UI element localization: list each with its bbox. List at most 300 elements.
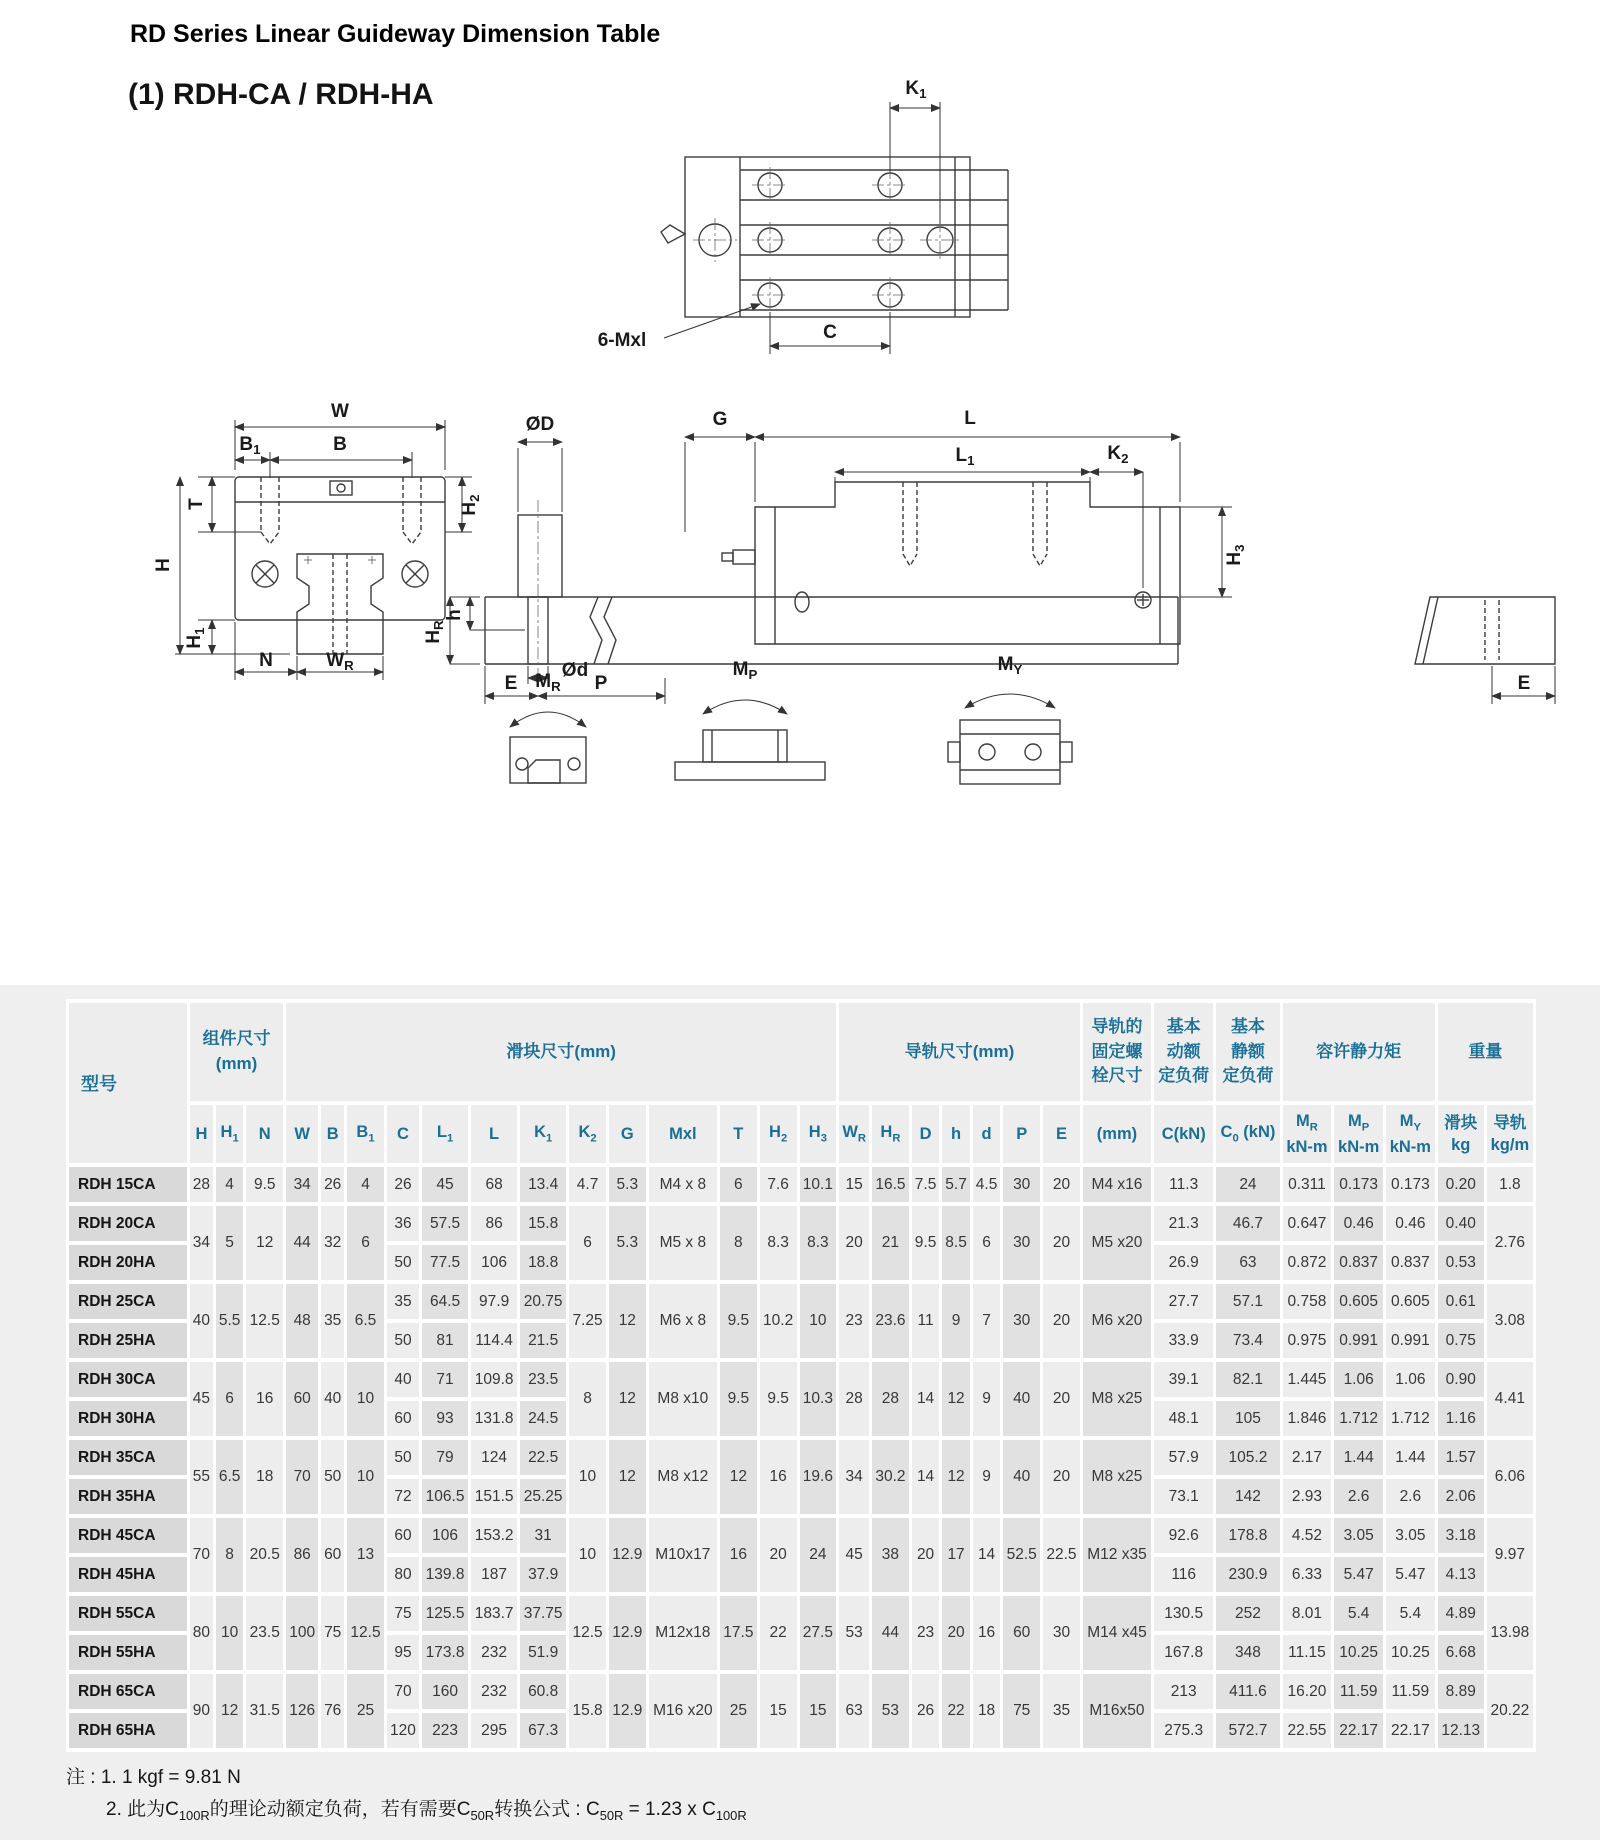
table-cell: 9 <box>973 1440 1001 1514</box>
table-cell: 5 <box>216 1206 244 1280</box>
table-cell: 0.991 <box>1386 1323 1435 1358</box>
label-6-mxl: 6-Mxl <box>597 330 647 351</box>
dim-label-e2: E <box>1517 673 1531 694</box>
table-cell: 6 <box>569 1206 606 1280</box>
table-cell: 10.25 <box>1334 1635 1383 1670</box>
table-cell: 4.89 <box>1438 1596 1484 1631</box>
table-cell: 5.47 <box>1386 1557 1435 1592</box>
table-cell: 20 <box>1043 1362 1080 1436</box>
col-header-2: N <box>246 1105 283 1163</box>
table-cell: M5 x 8 <box>649 1206 717 1280</box>
table-cell: 53 <box>839 1596 869 1670</box>
table-cell: 10.1 <box>800 1167 837 1202</box>
table-cell: 10.3 <box>800 1362 837 1436</box>
table-cell: 70 <box>190 1518 213 1592</box>
col-header-20: d <box>973 1105 1001 1163</box>
table-cell: 51.9 <box>520 1635 566 1670</box>
table-cell: 9.5 <box>912 1206 940 1280</box>
table-cell: 1.445 <box>1283 1362 1332 1397</box>
dimension-table <box>66 999 1536 1752</box>
table-cell: 63 <box>839 1674 869 1748</box>
table-cell: 26 <box>912 1674 940 1748</box>
table-cell: 15 <box>760 1674 797 1748</box>
table-cell: 125.5 <box>422 1596 468 1631</box>
col-header-18: D <box>912 1105 940 1163</box>
table-cell: 0.53 <box>1438 1245 1484 1280</box>
dim-label-h3: $H_3$ <box>1224 544 1247 566</box>
table-cell: 23.5 <box>520 1362 566 1397</box>
table-cell: 6.33 <box>1283 1557 1332 1592</box>
table-cell: 16.5 <box>872 1167 909 1202</box>
table-cell: 17.5 <box>720 1596 757 1670</box>
table-cell: 57.1 <box>1216 1284 1279 1319</box>
table-cell: 50 <box>387 1323 419 1358</box>
table-cell: 4 <box>347 1167 384 1202</box>
table-cell: 55 <box>190 1440 213 1514</box>
table-cell: M4 x16 <box>1083 1167 1151 1202</box>
table-cell: 53 <box>872 1674 909 1748</box>
table-cell: 11.15 <box>1283 1635 1332 1670</box>
table-cell: 0.991 <box>1334 1323 1383 1358</box>
col-header-30: 导轨 kg/m <box>1487 1105 1533 1163</box>
dim-label-t: T <box>186 498 207 510</box>
table-cell: 23 <box>912 1596 940 1670</box>
table-cell: 572.7 <box>1216 1713 1279 1748</box>
table-cell: 60.8 <box>520 1674 566 1709</box>
table-cell: 14 <box>973 1518 1001 1592</box>
table-cell: 139.8 <box>422 1557 468 1592</box>
col-header-22: E <box>1043 1105 1080 1163</box>
table-cell: 411.6 <box>1216 1674 1279 1709</box>
table-cell: 12.9 <box>609 1596 646 1670</box>
col-group-header-4: 基本 动额 定负荷 <box>1154 1003 1213 1101</box>
table-cell: 22 <box>760 1596 797 1670</box>
table-cell: M12 x35 <box>1083 1518 1151 1592</box>
table-cell: 20 <box>1043 1167 1080 1202</box>
table-cell: 12.9 <box>609 1674 646 1748</box>
table-cell: 26 <box>321 1167 344 1202</box>
table-cell: 31 <box>520 1518 566 1553</box>
table-cell: 0.46 <box>1334 1206 1383 1241</box>
table-cell: 45 <box>422 1167 468 1202</box>
table-cell: 3.18 <box>1438 1518 1484 1553</box>
table-cell: 10 <box>569 1518 606 1592</box>
table-cell: 21.5 <box>520 1323 566 1358</box>
table-cell: 12.9 <box>609 1518 646 1592</box>
table-cell: 126 <box>286 1674 318 1748</box>
table-cell: 20.22 <box>1487 1674 1533 1748</box>
table-cell: 10 <box>347 1440 384 1514</box>
moment-label-mp: $M_P$ <box>732 659 758 682</box>
table-cell: 44 <box>872 1596 909 1670</box>
table-cell: 14 <box>912 1440 940 1514</box>
col-group-header-6: 容许静力矩 <box>1283 1003 1435 1101</box>
model-cell: RDH 15CA <box>69 1167 187 1202</box>
table-cell: 70 <box>286 1440 318 1514</box>
table-cell: 40 <box>321 1362 344 1436</box>
table-cell: 28 <box>839 1362 869 1436</box>
table-cell: 57.5 <box>422 1206 468 1241</box>
table-cell: 71 <box>422 1362 468 1397</box>
table-cell: 10 <box>347 1362 384 1436</box>
col-header-4: B <box>321 1105 344 1163</box>
table-cell: 16 <box>720 1518 757 1592</box>
table-cell: 12.5 <box>569 1596 606 1670</box>
table-cell: 40 <box>190 1284 213 1358</box>
table-cell: 16 <box>973 1596 1001 1670</box>
section-subtitle: (1) RDH-CA / RDH-HA <box>128 78 434 111</box>
table-cell: 8.89 <box>1438 1674 1484 1709</box>
table-cell: 15 <box>800 1674 837 1748</box>
table-cell: 5.47 <box>1334 1557 1383 1592</box>
table-cell: 20 <box>839 1206 869 1280</box>
table-cell: 50 <box>387 1245 419 1280</box>
bolt-holes <box>699 173 953 307</box>
table-cell: 60 <box>321 1518 344 1592</box>
table-cell: 1.712 <box>1386 1401 1435 1436</box>
dim-label-od: ØD <box>525 414 555 435</box>
table-cell: 10.2 <box>760 1284 797 1358</box>
table-cell: 48 <box>286 1284 318 1358</box>
table-cell: 10 <box>216 1596 244 1670</box>
table-cell: 30 <box>1003 1284 1040 1358</box>
dim-label-p: P <box>594 673 608 694</box>
table-cell: 4.13 <box>1438 1557 1484 1592</box>
table-cell: 18 <box>246 1440 283 1514</box>
table-cell: 28 <box>190 1167 213 1202</box>
table-cell: 11 <box>912 1284 940 1358</box>
table-cell: 8.01 <box>1283 1596 1332 1631</box>
col-header-17: $H_R$ <box>872 1105 909 1163</box>
table-cell: 160 <box>422 1674 468 1709</box>
table-cell: 12 <box>246 1206 283 1280</box>
table-cell: 0.311 <box>1283 1167 1332 1202</box>
table-cell: 4 <box>216 1167 244 1202</box>
dim-label-e: E <box>504 673 518 694</box>
table-cell: 80 <box>387 1557 419 1592</box>
table-section <box>0 985 1600 1840</box>
table-cell: 12 <box>609 1440 646 1514</box>
table-cell: 73.4 <box>1216 1323 1279 1358</box>
table-cell: 232 <box>471 1635 517 1670</box>
table-cell: 0.90 <box>1438 1362 1484 1397</box>
table-cell: 1.16 <box>1438 1401 1484 1436</box>
table-cell: 20 <box>1043 1206 1080 1280</box>
table-cell: 68 <box>471 1167 517 1202</box>
table-cell: 22.17 <box>1386 1713 1435 1748</box>
table-cell: 13.98 <box>1487 1596 1533 1670</box>
table-cell: 12 <box>216 1674 244 1748</box>
col-header-11: G <box>609 1105 646 1163</box>
footnote-1: 注 : 1. 1 kgf = 9.81 N <box>66 1767 241 1788</box>
table-cell: 105 <box>1216 1401 1279 1436</box>
model-cell: RDH 20HA <box>69 1245 187 1280</box>
table-cell: 275.3 <box>1154 1713 1213 1748</box>
table-cell: M14 x45 <box>1083 1596 1151 1670</box>
top-view-drawing <box>560 72 1060 388</box>
dim-label-w: W <box>331 401 349 422</box>
table-cell: 25 <box>720 1674 757 1748</box>
table-cell: 105.2 <box>1216 1440 1279 1475</box>
table-cell: 2.6 <box>1334 1479 1383 1514</box>
col-header-3: W <box>286 1105 318 1163</box>
footnotes <box>66 1762 1600 1827</box>
table-cell: 0.872 <box>1283 1245 1332 1280</box>
dim-label-h2: $H_2$ <box>459 494 482 516</box>
table-cell: 86 <box>286 1518 318 1592</box>
table-cell: 187 <box>471 1557 517 1592</box>
table-cell: 183.7 <box>471 1596 517 1631</box>
model-cell: RDH 25CA <box>69 1284 187 1319</box>
dim-label-l: L <box>964 408 976 429</box>
table-cell: 6 <box>347 1206 384 1280</box>
table-cell: 4.41 <box>1487 1362 1533 1436</box>
table-cell: 6.68 <box>1438 1635 1484 1670</box>
table-cell: 12 <box>609 1362 646 1436</box>
table-row <box>69 1518 1533 1553</box>
table-cell: 8.5 <box>942 1206 970 1280</box>
table-cell: 13 <box>347 1518 384 1592</box>
table-cell: 20 <box>942 1596 970 1670</box>
table-cell: 26 <box>387 1167 419 1202</box>
footnote-2: 2. 此为$C_{100R}$的理论动额定负荷，若有需要$C_{50R}$转换公式 : $C_{50R} = 1.23$ x $C_{100R}$ <box>106 1799 747 1824</box>
table-cell: 81 <box>422 1323 468 1358</box>
table-cell: 1.06 <box>1334 1362 1383 1397</box>
dimension-table-head <box>69 1003 1533 1163</box>
col-header-7: $L_1$ <box>422 1105 468 1163</box>
table-cell: 8 <box>569 1362 606 1436</box>
table-cell: 100 <box>286 1596 318 1670</box>
table-cell: 22 <box>942 1674 970 1748</box>
table-cell: 44 <box>286 1206 318 1280</box>
dim-label-b: B <box>333 434 347 455</box>
table-cell: 16.20 <box>1283 1674 1332 1709</box>
table-cell: 5.7 <box>942 1167 970 1202</box>
dim-label-k2: $K_2$ <box>1107 443 1129 466</box>
table-cell: 11.3 <box>1154 1167 1213 1202</box>
dim-label-b1: $B_1$ <box>239 434 261 457</box>
col-header-24: C(kN) <box>1154 1105 1213 1163</box>
table-cell: 34 <box>839 1440 869 1514</box>
table-cell: 252 <box>1216 1596 1279 1631</box>
table-cell: 131.8 <box>471 1401 517 1436</box>
page-title: RD Series Linear Guideway Dimension Table <box>130 20 661 48</box>
table-row <box>69 1596 1533 1631</box>
table-cell: 8 <box>720 1206 757 1280</box>
table-cell: 1.846 <box>1283 1401 1332 1436</box>
col-header-19: h <box>942 1105 970 1163</box>
table-cell: 167.8 <box>1154 1635 1213 1670</box>
table-cell: 1.44 <box>1386 1440 1435 1475</box>
col-header-0: H <box>190 1105 213 1163</box>
dimension-table-body <box>69 1167 1533 1748</box>
col-group-header-1: 滑块尺寸(mm) <box>286 1003 836 1101</box>
model-cell: RDH 45HA <box>69 1557 187 1592</box>
table-cell: 0.837 <box>1334 1245 1383 1280</box>
table-cell: 12.13 <box>1438 1713 1484 1748</box>
table-cell: 12 <box>942 1440 970 1514</box>
table-cell: 34 <box>286 1167 318 1202</box>
col-group-header-3: 导轨的 固定螺 栓尺寸 <box>1083 1003 1151 1101</box>
col-header-10: $K_2$ <box>569 1105 606 1163</box>
table-cell: 38 <box>872 1518 909 1592</box>
table-cell: 3.08 <box>1487 1284 1533 1358</box>
table-cell: 1.8 <box>1487 1167 1533 1202</box>
table-cell: 35 <box>1043 1674 1080 1748</box>
table-cell: 27.7 <box>1154 1284 1213 1319</box>
dim-label-hr: $H_R$ <box>423 620 446 644</box>
dim-label-h1: $H_1$ <box>184 627 207 649</box>
table-cell: 295 <box>471 1713 517 1748</box>
model-cell: RDH 25HA <box>69 1323 187 1358</box>
col-header-16: $W_R$ <box>839 1105 869 1163</box>
col-group-header-7: 重量 <box>1438 1003 1533 1101</box>
table-cell: 26.9 <box>1154 1245 1213 1280</box>
table-cell: 46.7 <box>1216 1206 1279 1241</box>
table-cell: 9.97 <box>1487 1518 1533 1592</box>
col-header-12: Mxl <box>649 1105 717 1163</box>
table-cell: 82.1 <box>1216 1362 1279 1397</box>
table-cell: 21 <box>872 1206 909 1280</box>
table-cell: 18 <box>973 1674 1001 1748</box>
table-cell: 77.5 <box>422 1245 468 1280</box>
table-cell: M12x18 <box>649 1596 717 1670</box>
table-cell: M8 x12 <box>649 1440 717 1514</box>
table-cell: 86 <box>471 1206 517 1241</box>
table-cell: 230.9 <box>1216 1557 1279 1592</box>
table-cell: 64.5 <box>422 1284 468 1319</box>
table-cell: 0.647 <box>1283 1206 1332 1241</box>
table-cell: 124 <box>471 1440 517 1475</box>
table-cell: 97.9 <box>471 1284 517 1319</box>
dim-label-k1: $K_1$ <box>905 78 927 101</box>
table-cell: 142 <box>1216 1479 1279 1514</box>
col-header-14: $H_2$ <box>760 1105 797 1163</box>
table-cell: 63 <box>1216 1245 1279 1280</box>
table-cell: 73.1 <box>1154 1479 1213 1514</box>
table-row <box>69 1284 1533 1319</box>
table-cell: 10 <box>800 1284 837 1358</box>
table-cell: 20.5 <box>246 1518 283 1592</box>
table-cell: 12.5 <box>246 1284 283 1358</box>
table-cell: 95 <box>387 1635 419 1670</box>
model-cell: RDH 35CA <box>69 1440 187 1475</box>
table-cell: 9 <box>942 1284 970 1358</box>
table-cell: M6 x20 <box>1083 1284 1151 1358</box>
col-header-29: 滑块 kg <box>1438 1105 1484 1163</box>
table-cell: 48.1 <box>1154 1401 1213 1436</box>
table-cell: 30 <box>1003 1206 1040 1280</box>
table-cell: 24 <box>1216 1167 1279 1202</box>
table-cell: 0.758 <box>1283 1284 1332 1319</box>
table-cell: 24.5 <box>520 1401 566 1436</box>
table-cell: 40 <box>1003 1362 1040 1436</box>
table-cell: 20 <box>1043 1284 1080 1358</box>
table-cell: 60 <box>286 1362 318 1436</box>
table-cell: 45 <box>839 1518 869 1592</box>
table-cell: 5.3 <box>609 1206 646 1280</box>
table-cell: 0.40 <box>1438 1206 1484 1241</box>
table-row <box>69 1674 1533 1709</box>
table-cell: M10x17 <box>649 1518 717 1592</box>
table-cell: 16 <box>246 1362 283 1436</box>
table-cell: 9.5 <box>246 1167 283 1202</box>
table-row <box>69 1440 1533 1475</box>
table-cell: 0.605 <box>1334 1284 1383 1319</box>
table-cell: 8.3 <box>760 1206 797 1280</box>
model-cell: RDH 20CA <box>69 1206 187 1241</box>
col-header-27: $M_P$ kN-m <box>1334 1105 1383 1163</box>
table-cell: 36 <box>387 1206 419 1241</box>
table-cell: 23 <box>839 1284 869 1358</box>
table-cell: 116 <box>1154 1557 1213 1592</box>
table-cell: 31.5 <box>246 1674 283 1748</box>
table-cell: 72 <box>387 1479 419 1514</box>
table-cell: 32 <box>321 1206 344 1280</box>
table-cell: 93 <box>422 1401 468 1436</box>
table-cell: 35 <box>321 1284 344 1358</box>
table-cell: 5.4 <box>1334 1596 1383 1631</box>
table-cell: M4 x 8 <box>649 1167 717 1202</box>
table-cell: 21.3 <box>1154 1206 1213 1241</box>
table-cell: 5.4 <box>1386 1596 1435 1631</box>
table-cell: 16 <box>760 1440 797 1514</box>
table-cell: M16 x20 <box>649 1674 717 1748</box>
table-row <box>69 1362 1533 1397</box>
col-group-header-5: 基本 静额 定负荷 <box>1216 1003 1279 1101</box>
col-group-header-0: 组件尺寸 (mm) <box>190 1003 283 1101</box>
table-cell: 10.25 <box>1386 1635 1435 1670</box>
table-cell: 9.5 <box>760 1362 797 1436</box>
table-cell: 50 <box>321 1440 344 1514</box>
table-cell: 20 <box>760 1518 797 1592</box>
table-cell: 153.2 <box>471 1518 517 1553</box>
table-cell: 12 <box>942 1362 970 1436</box>
table-cell: 2.06 <box>1438 1479 1484 1514</box>
table-cell: 0.61 <box>1438 1284 1484 1319</box>
table-cell: 7.5 <box>912 1167 940 1202</box>
table-cell: 75 <box>387 1596 419 1631</box>
col-header-13: T <box>720 1105 757 1163</box>
table-cell: 0.20 <box>1438 1167 1484 1202</box>
table-cell: M8 x10 <box>649 1362 717 1436</box>
table-cell: 37.75 <box>520 1596 566 1631</box>
moment-label-mr: $M_R$ <box>535 671 561 694</box>
model-cell: RDH 65HA <box>69 1713 187 1748</box>
table-cell: 24 <box>800 1518 837 1592</box>
table-cell: 106 <box>471 1245 517 1280</box>
col-header-9: $K_1$ <box>520 1105 566 1163</box>
table-cell: 75 <box>321 1596 344 1670</box>
table-cell: 67.3 <box>520 1713 566 1748</box>
table-cell: 4.7 <box>569 1167 606 1202</box>
table-row <box>69 1167 1533 1202</box>
table-cell: 0.975 <box>1283 1323 1332 1358</box>
col-header-1: $H_1$ <box>216 1105 244 1163</box>
table-cell: 20 <box>1043 1440 1080 1514</box>
table-cell: 130.5 <box>1154 1596 1213 1631</box>
table-cell: 13.4 <box>520 1167 566 1202</box>
table-cell: 79 <box>422 1440 468 1475</box>
table-cell: M6 x 8 <box>649 1284 717 1358</box>
table-cell: 223 <box>422 1713 468 1748</box>
dim-label-wr: $W_R$ <box>326 650 354 673</box>
table-cell: 25.25 <box>520 1479 566 1514</box>
table-cell: M8 x25 <box>1083 1440 1151 1514</box>
table-cell: 22.55 <box>1283 1713 1332 1748</box>
table-cell: 114.4 <box>471 1323 517 1358</box>
table-cell: 19.6 <box>800 1440 837 1514</box>
